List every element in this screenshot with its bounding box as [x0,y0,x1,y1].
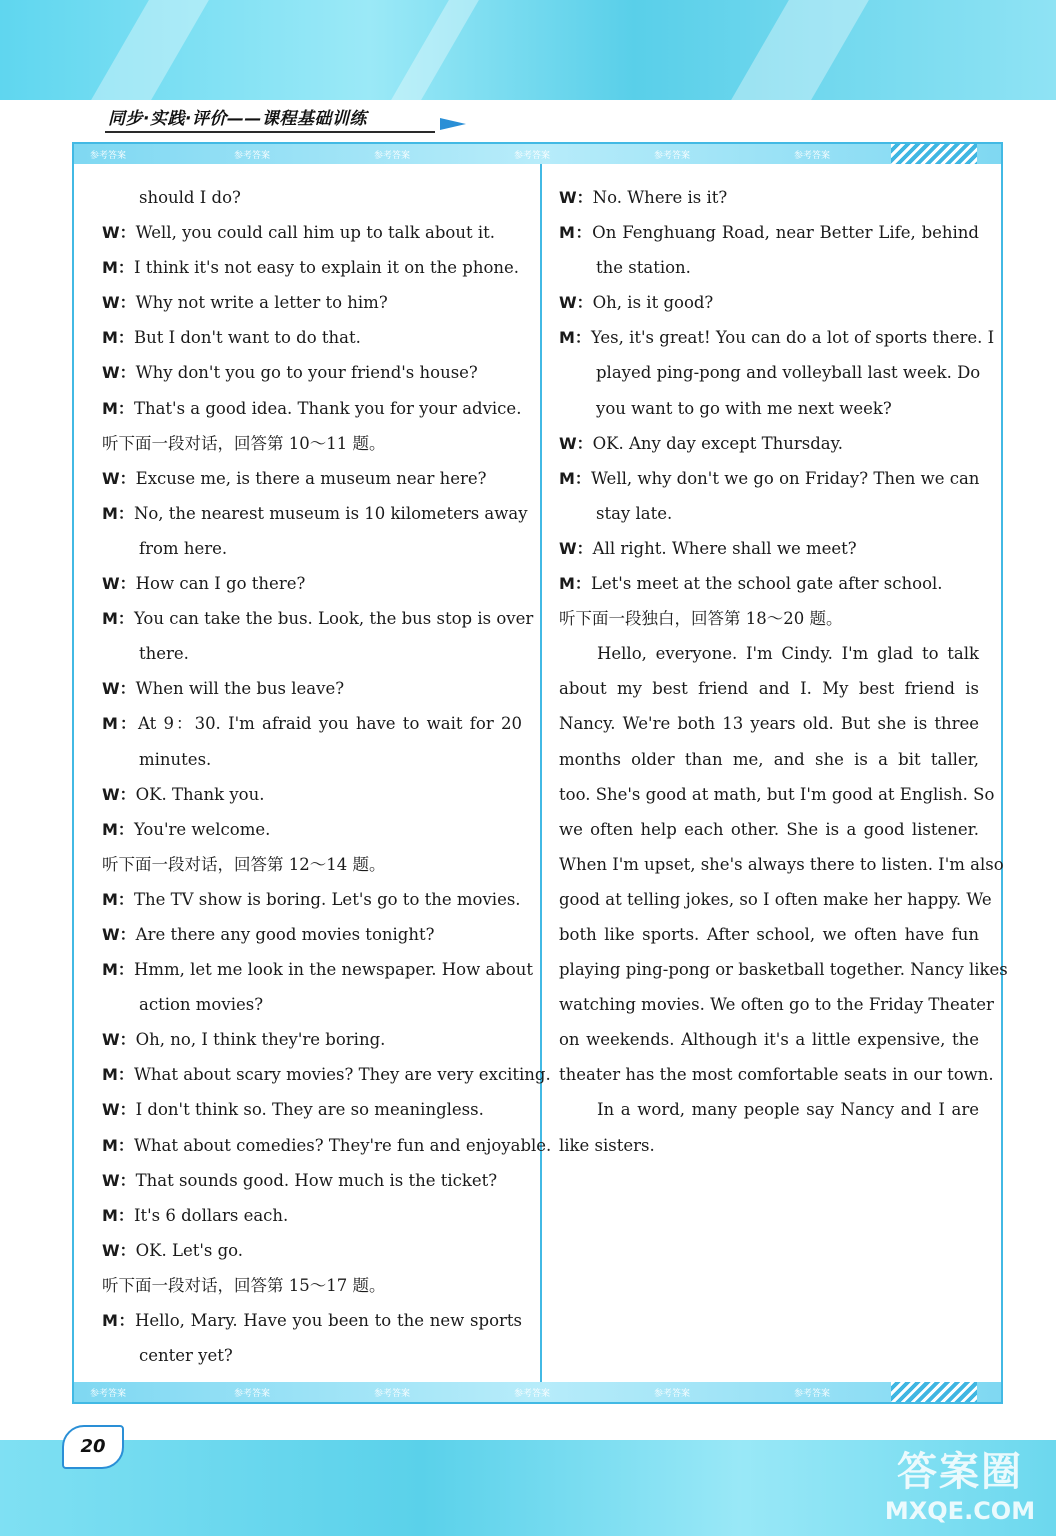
speaker-label: W： [102,1100,136,1120]
line-text: about my best friend and I. My best friend is [559,679,979,699]
watermark-text: 答案圈 [897,1449,1023,1495]
text-line [102,320,522,355]
strip-hatch [891,144,977,164]
text-line [559,426,979,461]
strip-tag: 参考答案 [514,151,551,161]
strip-hatch [891,1382,977,1402]
text-line [559,952,1008,987]
speaker-label: M： [559,574,591,594]
bottom-strip [74,1382,1001,1402]
line-text: theater has the most comfortable seats in our town. [559,1065,994,1085]
line-text: Yes, it's great! You can do a lot of sports there. I [590,328,995,348]
line-text: stay late. [596,503,673,523]
line-text: That's a good idea. Thank you for your advice. [133,398,522,418]
line-text: It's 6 dollars each. [133,1205,289,1225]
text-line [102,882,522,917]
line-text: All right. Where shall we meet? [592,538,857,558]
speaker-label: W： [559,293,593,313]
top-strip [74,144,1001,164]
line-text: months older than me, and she is a bit taller, [559,749,979,769]
line-text: playing ping-pong or basketball together. Nancy likes [559,960,1008,980]
line-text: On Fenghuang Road, near Better Life, behind [592,223,979,243]
text-line [102,671,522,706]
text-line [559,636,979,671]
line-text: When I'm upset, she's always there to listen. I'm also [559,854,1004,874]
strip-tag: 参考答案 [654,1389,691,1399]
line-text: 听下面一段对话，回答第 10～11 题。 [102,433,386,453]
text-line [102,426,522,461]
text-line [559,355,979,390]
line-text: Hello, Mary. Have you been to the new sports [134,1311,522,1330]
speaker-label: M： [102,889,134,909]
banner-decoration [731,0,869,100]
speaker-label: W： [102,679,136,699]
text-line [102,461,522,496]
watermark-logo [880,1440,1040,1532]
line-text: too. She's good at math, but I'm good at English. So [559,784,995,804]
text-line [559,917,979,952]
speaker-label: M： [102,960,134,980]
text-line [559,742,979,777]
line-text: played ping-pong and volleyball last week. Do [596,363,981,383]
line-text: center yet? [139,1346,233,1366]
speaker-label: M： [559,328,591,348]
line-text: Let's meet at the school gate after school. [590,574,943,594]
text-line [102,742,522,777]
line-text: 听下面一段对话，回答第 12～14 题。 [102,854,386,874]
speaker-label: W： [102,1030,136,1050]
line-text: Hmm, let me look in the newspaper. How about [133,960,534,980]
line-text: Oh, no, I think they're boring. [135,1030,386,1050]
line-text: When will the bus leave? [135,679,345,699]
line-text: Excuse me, is there a museum near here? [135,468,487,488]
speaker-label: M： [102,1311,135,1330]
speaker-label: M： [559,223,593,243]
line-text: Why not write a letter to him? [135,293,388,313]
banner-decoration [91,0,209,100]
speaker-label: M： [559,468,591,488]
line-text: What about scary movies? They are very exciting. [133,1065,551,1085]
speaker-label: W： [102,223,136,243]
text-line [102,987,522,1022]
strip-tag: 参考答案 [374,151,411,161]
left-column [102,180,552,1373]
right-column [559,180,1008,1163]
speaker-label: M： [102,398,134,418]
page-header-title: 同步·实践·评价——课程基础训练 [108,109,367,129]
speaker-label: M： [102,819,134,839]
speaker-label: W： [102,1170,136,1190]
strip-tag: 参考答案 [654,151,691,161]
text-line [102,1022,522,1057]
speaker-label: W： [102,468,136,488]
speaker-label: W： [102,1240,136,1260]
text-line [559,671,979,706]
text-line [559,777,995,812]
line-text: Well, you could call him up to talk about it. [135,223,495,243]
speaker-label: W： [559,433,593,453]
text-line [102,180,522,215]
line-text: Why don't you go to your friend's house? [135,363,478,383]
line-text: should I do? [139,188,241,207]
text-line [102,355,522,390]
text-line [559,215,979,250]
text-line [102,601,534,636]
line-text: OK. Thank you. [135,784,265,804]
line-text: Hello, everyone. I'm Cindy. I'm glad to talk [597,644,979,664]
text-line [102,566,522,601]
watermark-url: MXQE.COM [884,1497,1036,1525]
text-line [102,847,522,882]
speaker-label: M： [102,1135,134,1155]
text-line [102,1057,551,1092]
text-line [102,1338,522,1373]
strip-tag: 参考答案 [514,1389,551,1399]
line-text: 听下面一段独白，回答第 18～20 题。 [559,609,843,629]
speaker-label: W： [102,293,136,313]
strip-tag: 参考答案 [794,1389,831,1399]
line-text: You're welcome. [133,819,271,839]
line-text: you want to go with me next week? [596,398,892,418]
line-text: In a word, many people say Nancy and I are [597,1100,979,1120]
speaker-label: M： [102,503,134,523]
text-line [102,917,522,952]
text-line [559,531,979,566]
strip-tag: 参考答案 [794,151,831,161]
line-text: 听下面一段对话，回答第 15～17 题。 [102,1275,386,1295]
line-text: on weekends. Although it's a little expensive, the [559,1030,979,1050]
speaker-label: M： [102,328,134,348]
line-text: How can I go there? [135,574,306,594]
speaker-label: M： [102,1065,134,1085]
line-text: That sounds good. How much is the ticket? [135,1170,498,1190]
text-line [559,601,979,636]
text-line [559,1092,979,1127]
line-text: OK. Any day except Thursday. [592,433,843,453]
line-text: Oh, is it good? [592,293,714,313]
speaker-label: W： [102,924,136,944]
text-line [559,180,979,215]
text-line [102,1092,522,1127]
text-line [102,812,522,847]
line-text: minutes. [139,749,212,769]
text-line [102,391,522,426]
text-line [102,285,522,320]
line-text: action movies? [139,995,264,1015]
text-line [559,847,1004,882]
text-line [559,812,979,847]
text-line [102,1198,522,1233]
line-text: No, the nearest museum is 10 kilometers away [133,503,528,523]
line-text: like sisters. [559,1135,655,1155]
text-line [102,1268,522,1303]
text-line [102,1128,552,1163]
speaker-label: M： [102,714,138,734]
line-text: both like sports. After school, we often have fun [559,924,979,944]
line-text: You can take the bus. Look, the bus stop is over [133,609,534,629]
speaker-label: M： [102,609,134,629]
text-line [102,1163,522,1198]
text-line [559,250,979,285]
speaker-label: W： [559,538,593,558]
line-text: watching movies. We often go to the Friday Theater [559,995,994,1015]
strip-tag: 参考答案 [90,151,127,161]
text-line [559,1022,979,1057]
text-line [102,636,522,671]
line-text: I think it's not easy to explain it on the phone. [133,258,520,278]
text-line [102,1233,522,1268]
text-line [559,706,979,741]
text-line [102,1303,522,1338]
speaker-label: W： [102,574,136,594]
text-line [559,496,979,531]
text-line [559,882,992,917]
line-text: Are there any good movies tonight? [135,924,435,944]
text-line [102,706,522,741]
text-line [559,285,979,320]
line-text: What about comedies? They're fun and enjoyable. [133,1135,552,1155]
text-line [559,461,979,496]
line-text: But I don't want to do that. [133,328,361,348]
speaker-label: M： [102,258,134,278]
text-line [559,1057,994,1092]
text-line [102,531,522,566]
line-text: we often help each other. She is a good listener. [559,819,979,839]
line-text: Well, why don't we go on Friday? Then we can [590,468,980,488]
speaker-label: M： [102,1205,134,1225]
text-line [559,566,979,601]
strip-tag: 参考答案 [234,151,271,161]
line-text: Nancy. We're both 13 years old. But she is three [559,714,979,734]
line-text: from here. [139,538,228,558]
line-text: No. Where is it? [592,188,728,207]
text-line [102,250,522,285]
header-arrow-icon [440,118,466,130]
text-line [559,391,979,426]
line-text: there. [139,644,189,664]
speaker-label: W： [102,784,136,804]
text-line [559,320,995,355]
line-text: At 9：30. I'm afraid you have to wait for 20 [137,714,522,734]
line-text: The TV show is boring. Let's go to the movies. [133,889,521,909]
line-text: OK. Let's go. [135,1240,244,1260]
line-text: I don't think so. They are so meaningless. [135,1100,484,1120]
banner-decoration [391,0,479,100]
strip-tag: 参考答案 [90,1389,127,1399]
speaker-label: W： [559,188,593,207]
strip-tag: 参考答案 [234,1389,271,1399]
header-underline [105,131,435,133]
column-divider [540,164,542,1382]
text-line [102,777,522,812]
line-text: the station. [596,258,691,278]
text-line [102,952,534,987]
line-text: good at telling jokes, so I often make her happy. We [559,889,992,909]
text-line [102,215,522,250]
text-line [559,1128,979,1163]
text-line [102,496,528,531]
strip-tag: 参考答案 [374,1389,411,1399]
text-line [559,987,994,1022]
page-number: 20 [62,1425,124,1469]
speaker-label: W： [102,363,136,383]
top-banner [0,0,1056,100]
